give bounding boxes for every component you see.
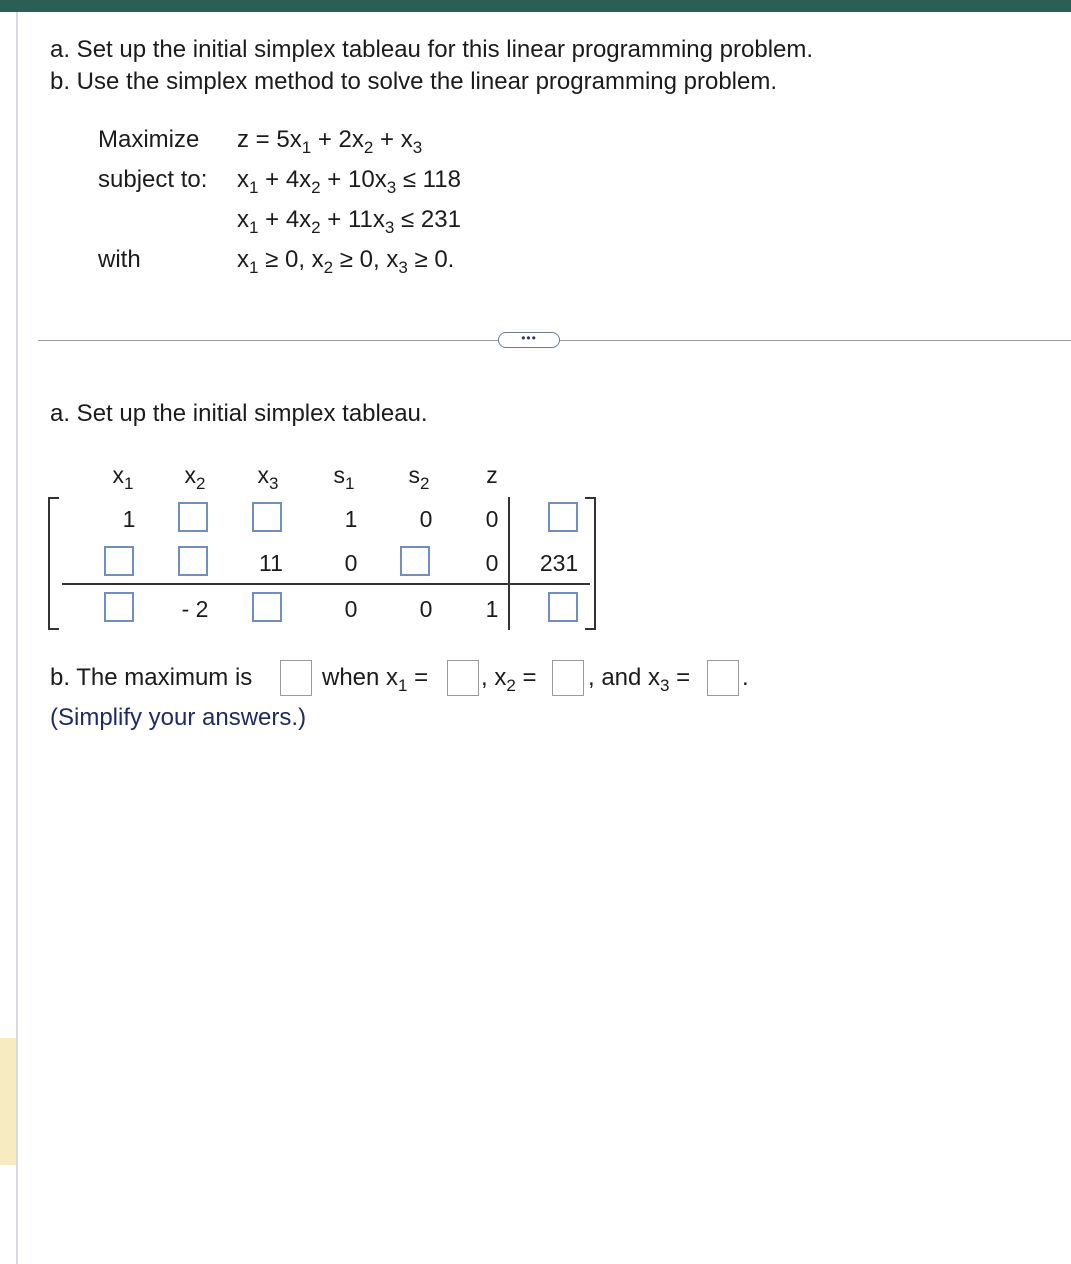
right-bracket-top (585, 497, 596, 499)
part-a-prompt: a. Set up the initial simplex tableau. (50, 400, 428, 427)
header-x2: $x_2$ (184, 462, 206, 493)
left-bracket-top (48, 497, 59, 499)
when-x1-label: when $x_1$ = (322, 664, 429, 695)
cell-r2-z: 0 (485, 550, 499, 576)
objective-row-divider (62, 583, 590, 585)
header-s2: $s_2$ (408, 462, 430, 493)
right-bracket (594, 497, 596, 630)
cell-r1-x1: 1 (122, 506, 136, 532)
x3-label: , and $x_3$ = (588, 664, 691, 695)
x1-input[interactable] (447, 660, 479, 696)
input-r1-rhs[interactable] (548, 502, 578, 532)
header-x3: $x_3$ (257, 462, 279, 493)
left-highlight (0, 1038, 16, 1165)
x3-input[interactable] (707, 660, 739, 696)
cell-r3-s1: 0 (344, 596, 358, 622)
cell-r3-x2: - 2 (181, 596, 209, 622)
answer-period: . (742, 664, 749, 691)
input-r1-x3[interactable] (252, 502, 282, 532)
with-label: with (98, 246, 141, 273)
instruction-b: b. Use the simplex method to solve the linear programming problem. (50, 68, 778, 95)
simplify-hint: (Simplify your answers.) (50, 704, 307, 731)
input-r1-x2[interactable] (178, 502, 208, 532)
header-z: z (486, 462, 498, 488)
left-bracket-bottom (48, 628, 59, 630)
objective-function: $z = 5x_1 + 2x_2 + x_3$ (237, 126, 423, 157)
input-r3-x3[interactable] (252, 592, 282, 622)
input-r3-rhs[interactable] (548, 592, 578, 622)
cell-r3-z: 1 (485, 596, 499, 622)
input-r2-x1[interactable] (104, 546, 134, 576)
maximize-label: Maximize (98, 126, 200, 153)
x2-label: , $x_2$ = (481, 664, 537, 695)
input-r2-s2[interactable] (400, 546, 430, 576)
top-bar (0, 0, 1071, 12)
cell-r1-s2: 0 (419, 506, 433, 532)
constraint-1: $x_1 + 4x_2 + 10x_3 \le 118$ (237, 166, 461, 197)
constraint-2: $x_1 + 4x_2 + 11x_3 \le 231$ (237, 206, 461, 237)
part-b-prefix: b. The maximum is (50, 664, 253, 691)
instruction-a: a. Set up the initial simplex tableau for this linear programming problem. (50, 36, 814, 63)
left-bracket (48, 497, 50, 630)
cell-r2-x3: 11 (259, 550, 283, 576)
subject-to-label: subject to: (98, 166, 208, 193)
cell-r3-s2: 0 (419, 596, 433, 622)
header-x1: $x_1$ (112, 462, 134, 493)
right-bracket-bottom (585, 628, 596, 630)
cell-r1-s1: 1 (344, 506, 358, 532)
cell-r2-s1: 0 (344, 550, 358, 576)
input-r2-x2[interactable] (178, 546, 208, 576)
left-rule (16, 12, 18, 1264)
cell-r2-rhs: 231 (539, 550, 579, 576)
x2-input[interactable] (552, 660, 584, 696)
cell-r1-z: 0 (485, 506, 499, 532)
nonnegativity-constraints: $x_1 \ge 0$, $x_2 \ge 0$, $x_3 \ge 0$. (237, 246, 455, 277)
header-s1: $s_1$ (333, 462, 355, 493)
more-options-button[interactable]: ••• (498, 332, 560, 348)
maximum-input[interactable] (280, 660, 312, 696)
input-r3-x1[interactable] (104, 592, 134, 622)
